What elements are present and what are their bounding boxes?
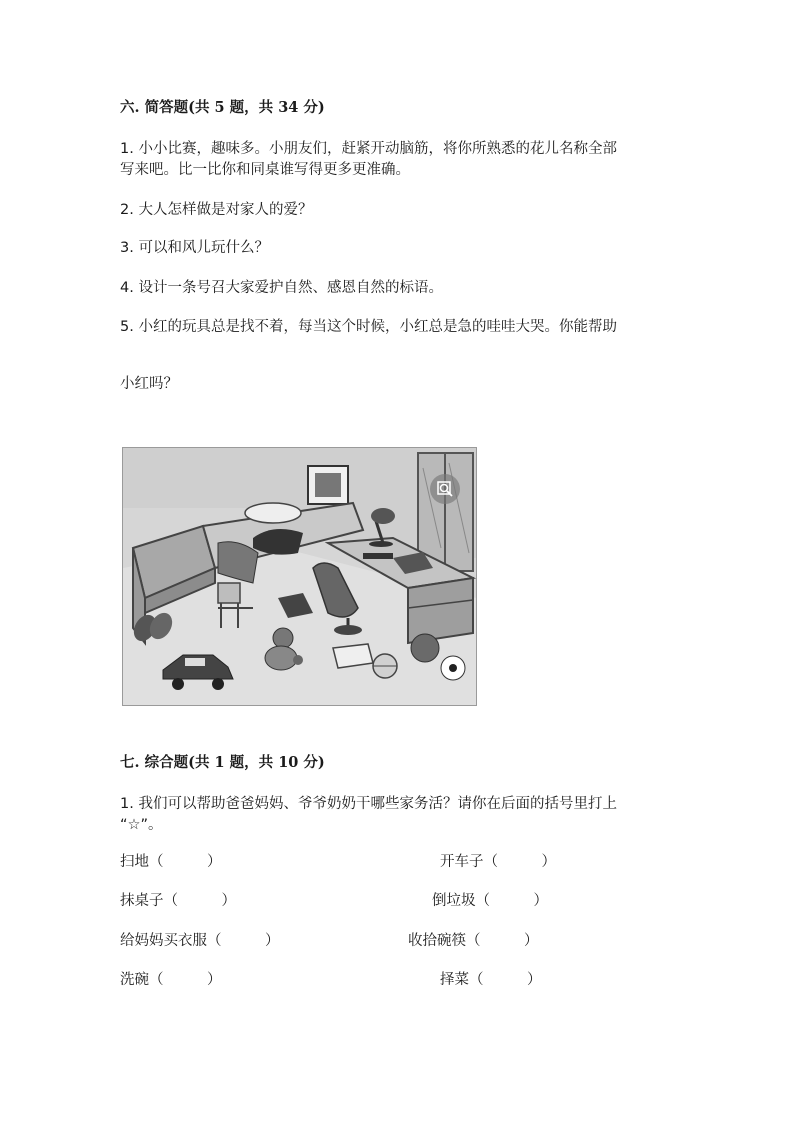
chore-item: 倒垃圾（ ） xyxy=(432,893,548,909)
messy-room-illustration xyxy=(122,447,477,706)
chore-item: 抹桌子（ ） xyxy=(120,893,236,909)
window xyxy=(418,453,473,571)
question-5-line-1: 5. 小红的玩具总是找不着，每当这个时候，小红总是急的哇哇大哭。你能帮助 xyxy=(120,319,617,335)
question-2: 2. 大人怎样做是对家人的爱？ xyxy=(120,202,313,218)
chore-item: 扫地（ ） xyxy=(120,854,222,870)
magnifier-icon xyxy=(430,474,460,504)
section-six-heading: 六. 简答题(共 5 题，共 34 分) xyxy=(120,99,325,116)
wall-picture xyxy=(308,466,348,504)
question-1-line-1: 1. 小小比赛，趣味多。小朋友们，赶紧开动脑筋，将你所熟悉的花儿名称全部 xyxy=(120,141,617,157)
section-seven-question-line-2: “☆”。 xyxy=(120,817,163,833)
chore-item: 择菜（ ） xyxy=(440,972,542,988)
chore-item: 洗碗（ ） xyxy=(120,972,222,988)
question-5-line-2: 小红吗？ xyxy=(120,376,178,392)
room-drawing xyxy=(123,448,476,705)
section-seven-question-line-1: 1. 我们可以帮助爸爸妈妈、爷爷奶奶干哪些家务活？请你在后面的括号里打上 xyxy=(120,796,617,812)
chore-item: 收拾碗筷（ ） xyxy=(408,933,539,949)
question-1-line-2: 写来吧。比一比你和同桌谁写得更多更准确。 xyxy=(120,162,410,178)
chore-item: 给妈妈买衣服（ ） xyxy=(120,933,280,949)
section-seven-heading: 七. 综合题(共 1 题，共 10 分) xyxy=(120,754,325,771)
question-4: 4. 设计一条号召大家爱护自然、感恩自然的标语。 xyxy=(120,280,443,296)
chore-item: 开车子（ ） xyxy=(440,854,556,870)
zoom-icon[interactable] xyxy=(430,474,460,504)
question-3: 3. 可以和风儿玩什么？ xyxy=(120,240,269,256)
